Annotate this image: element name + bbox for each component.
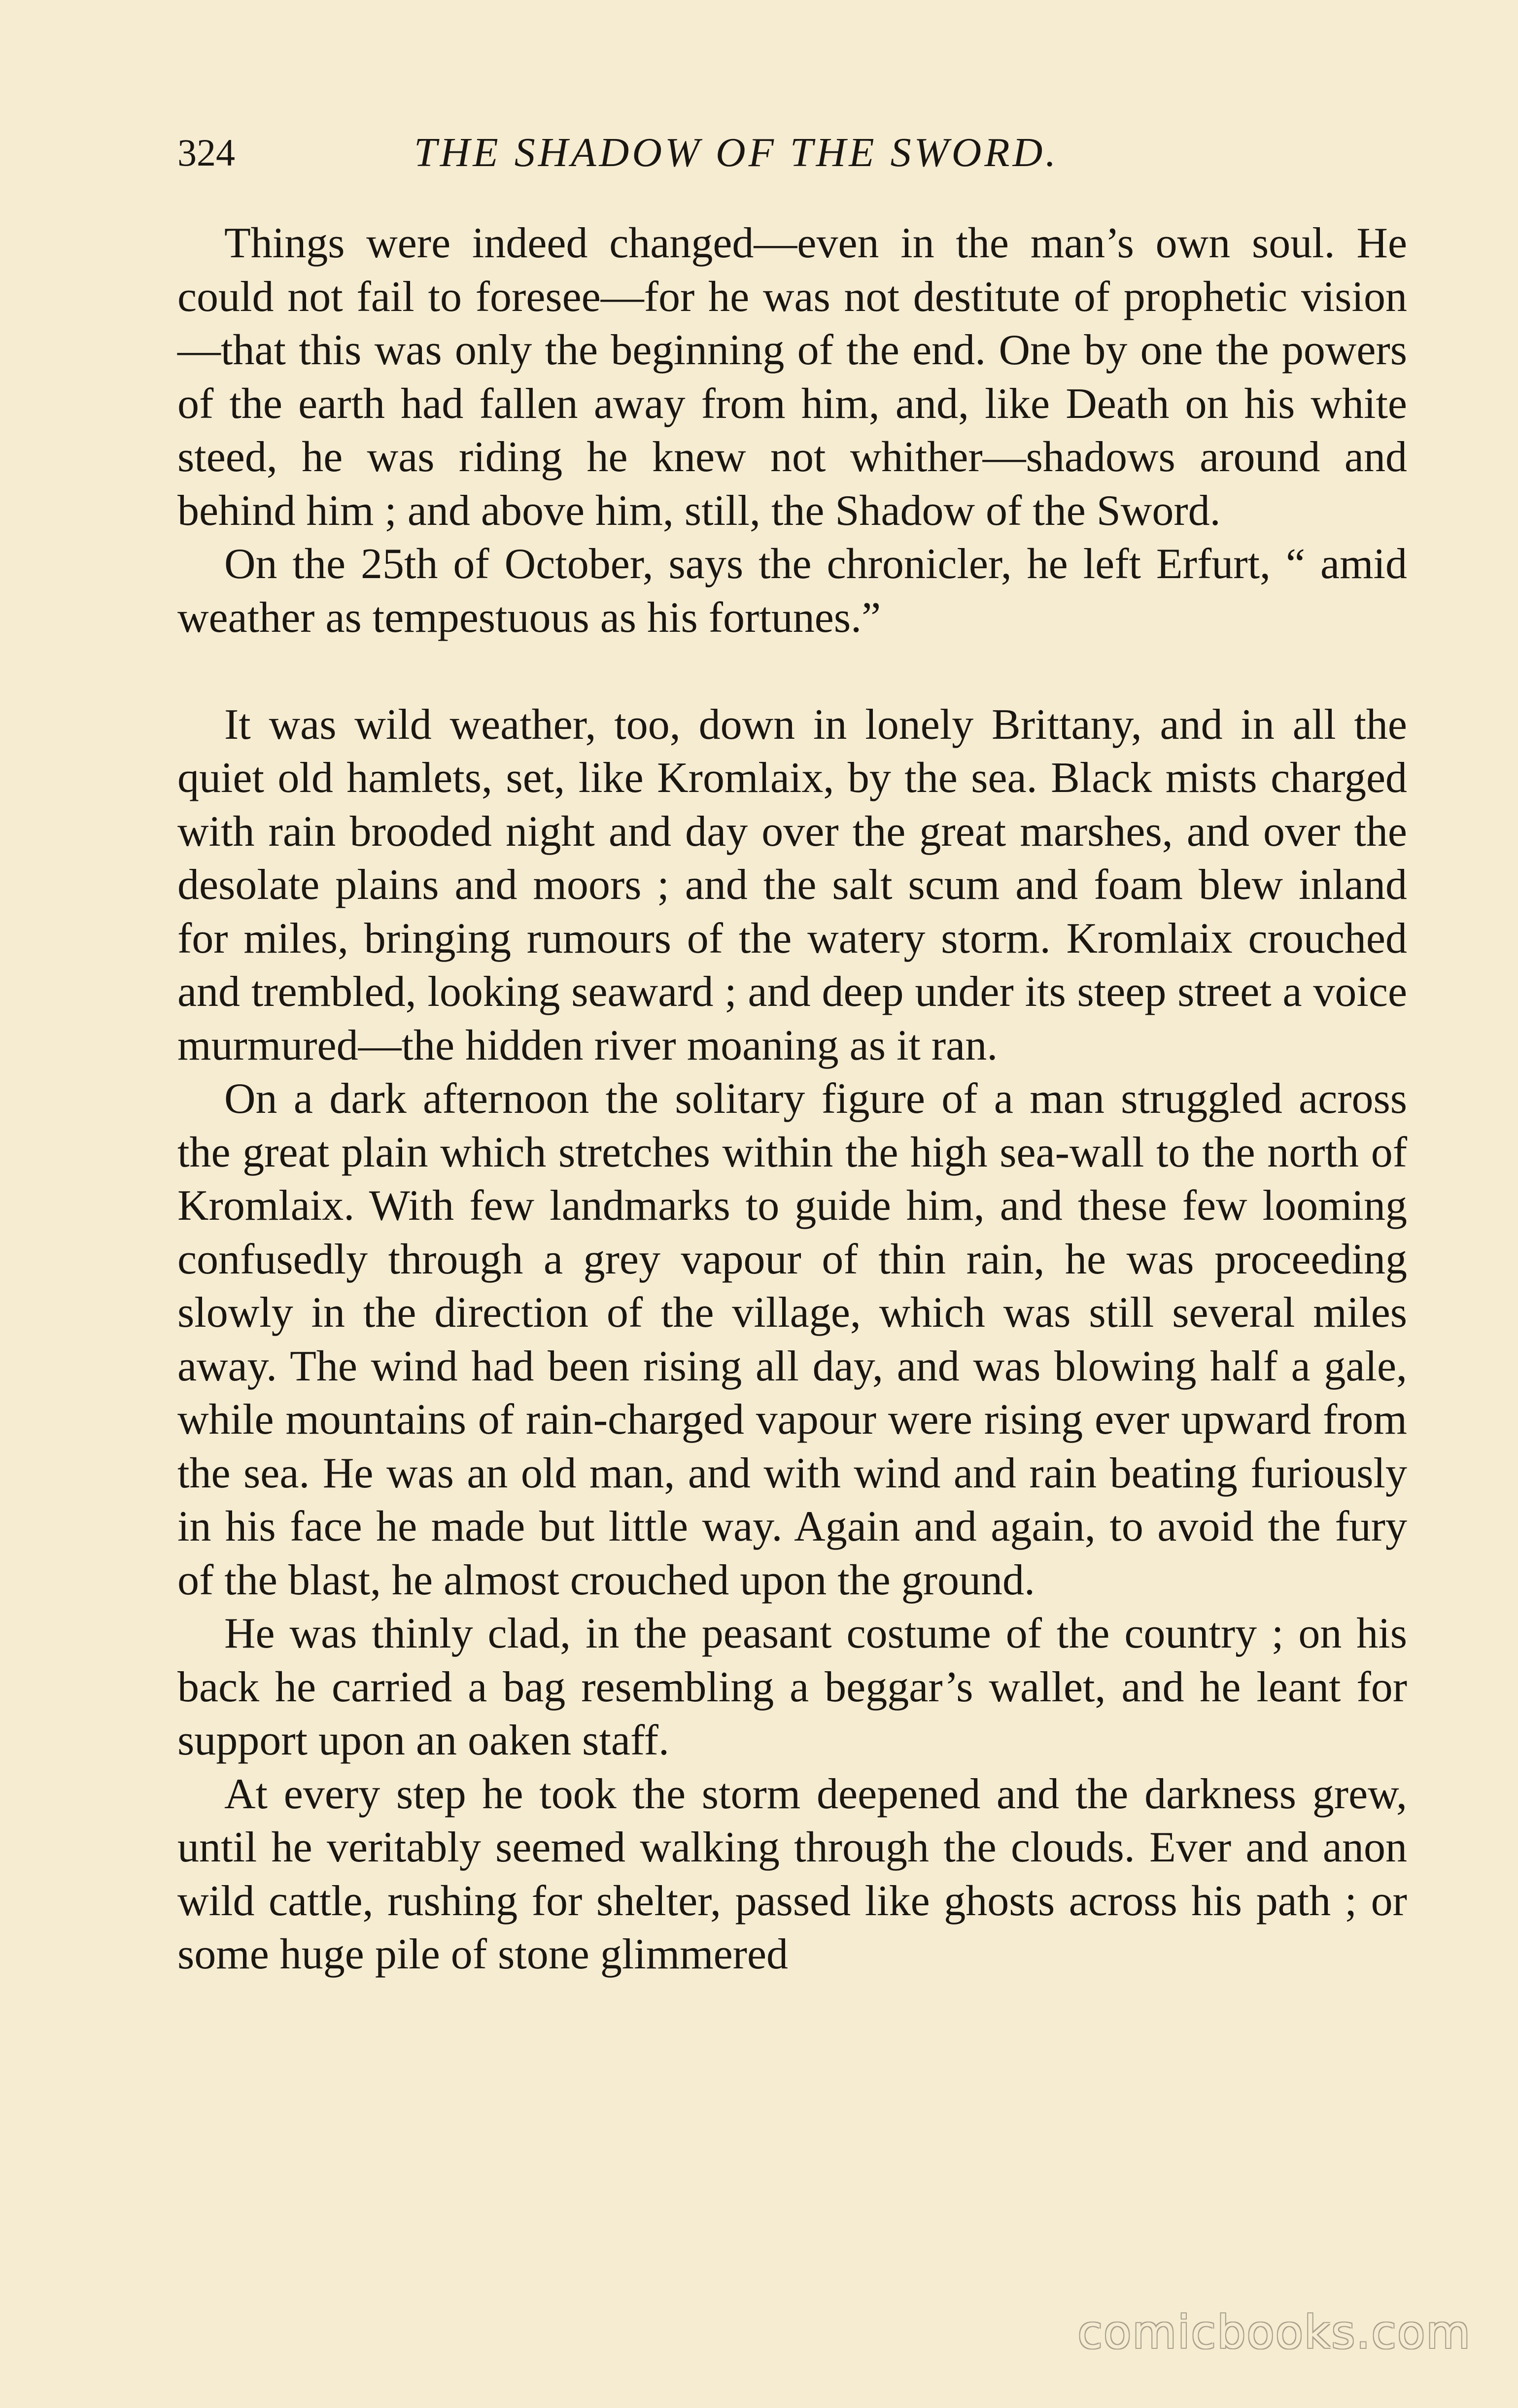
- paragraph: He was thinly clad, in the peasant costume of the country ; on his back he carried a bag resembling a beggar’s wallet, and he leant for support upon an oaken staff.: [177, 1610, 1407, 1764]
- paragraph: On a dark afternoon the solitary figure of a man struggled across the great plain which stretches within the high sea-wall to the north of Kromlaix. With few landmarks to guide him, and these few looming confusedly through a grey vapour of thin rain, he was proceeding slowly in the direction of the village, which was still several miles away. The wind had been rising all day, and was blowing half a gale, while mountains of rain-charged vapour were rising ever upward from the sea. He was an old man, and with wind and rain beating furiously in his face he made but little way. Again and again, to avoid the fury of the blast, he almost crouched upon the ground.: [177, 1075, 1407, 1604]
- paragraph: On the 25th of October, says the chronicler, he left Erfurt, “ amid weather as tempestuous as his fortunes.”: [177, 540, 1407, 642]
- page-number: 324: [177, 131, 235, 174]
- page-header: [177, 126, 1405, 180]
- body-text: [177, 217, 1407, 1982]
- section-break: [177, 645, 1407, 698]
- paragraph: At every step he took the storm deepened and the darkness grew, until he veritably seemed walking through the clouds. Ever and anon wild cattle, rushing for shelter, passed like ghosts across his path ; or some huge pile of stone glimmered: [177, 1770, 1407, 1978]
- running-title: THE SHADOW OF THE SWORD.: [414, 130, 1059, 175]
- paragraph: It was wild weather, too, down in lonely Brittany, and in all the quiet old hamlets, set, like Kromlaix, by the sea. Black mists charged with rain brooded night and day over the great marshes, and over the desolate plains and moors ; and the salt scum and foam blew inland for miles, bringing rumours of the watery storm. Kromlaix crouched and trembled, looking seaward ; and deep under its steep street a voice murmured—the hidden river moaning as it ran.: [177, 700, 1407, 1069]
- watermark: comicbooks.com: [1077, 2306, 1471, 2359]
- paragraph: Things were indeed changed—even in the man’s own soul. He could not fail to foresee—for he was not destitute of prophetic vision—that this was only the beginning of the end. One by one the powers of the earth had fallen away from him, and, like Death on his white steed, he was riding he knew not whither—shadows around and behind him ; and above him, still, the Shadow of the Sword.: [177, 219, 1407, 535]
